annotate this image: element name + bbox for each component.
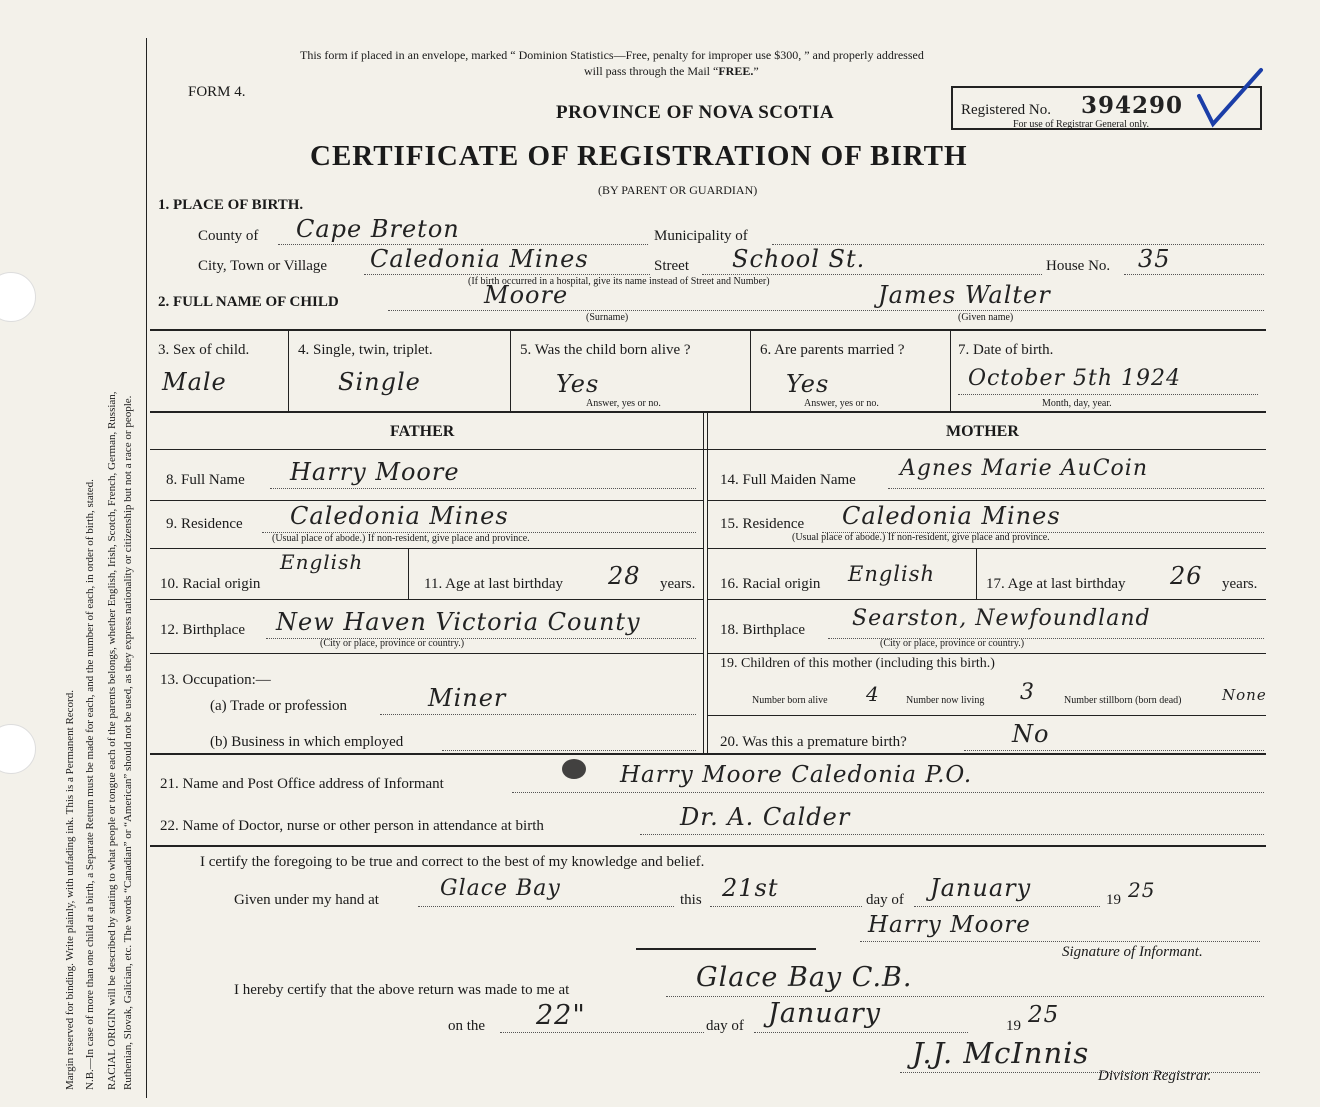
margin-note-2: N.B.—In case of more than one child at a birth, a Separate Return must be made for each, and the number of each, in order of birth, stated. [84, 479, 96, 1090]
born-alive-caption: Answer, yes or no. [586, 398, 661, 409]
given-under-label: Given under my hand at [234, 892, 379, 908]
house-label: House No. [1046, 258, 1111, 274]
house-line [1124, 274, 1264, 275]
on-the-label: on the [448, 1018, 486, 1034]
dob-label: 7. Date of birth. [958, 342, 1054, 358]
reg-note: For use of Registrar General only. [1013, 119, 1149, 130]
county-label: County of [198, 228, 259, 244]
mother-res-caption: (Usual place of abode.) If non-resident, give place and province. [792, 532, 1050, 543]
father-res-label: 9. Residence [166, 516, 243, 532]
father-name-label: 8. Full Name [166, 472, 245, 488]
day-of-label: day of [866, 892, 904, 908]
born-alive-value: Yes [556, 370, 600, 398]
father-racial-divider [408, 549, 409, 599]
informant-line [512, 792, 1264, 793]
father-name-line [270, 488, 696, 489]
registrar-place-line [666, 996, 1264, 997]
registrar-month: January [768, 998, 881, 1029]
form-number: FORM 4. [188, 84, 246, 100]
certificate-title: CERTIFICATE OF REGISTRATION OF BIRTH [310, 140, 968, 172]
father-rule-8 [150, 500, 703, 501]
plurality-label: 4. Single, twin, triplet. [298, 342, 433, 358]
child-given-name: James Walter [878, 281, 1051, 309]
street-value: School St. [732, 245, 866, 273]
given-month-line [914, 906, 1100, 907]
father-residence: Caledonia Mines [290, 502, 509, 530]
postal-notice-2 [584, 64, 759, 79]
informant-value: Harry Moore Caledonia P.O. [620, 762, 973, 788]
surname-caption: (Surname) [586, 312, 629, 323]
registrar-month-line [754, 1032, 968, 1033]
check-mark-icon [1195, 66, 1267, 134]
dob-caption: Month, day, year. [1042, 398, 1112, 409]
registrar-caption: Division Registrar. [1098, 1068, 1212, 1084]
short-divider [636, 948, 816, 950]
business-line [442, 750, 696, 751]
street-line [702, 274, 1042, 275]
informant-signature-caption: Signature of Informant. [1062, 944, 1203, 960]
mother-racial-divider [976, 549, 977, 599]
doctor-value: Dr. A. Calder [680, 803, 851, 831]
postal-free-label: FREE. [718, 64, 754, 78]
mother-racial: English [848, 562, 936, 586]
hospital-note: (If birth occurred in a hospital, give its name instead of Street and Number) [468, 276, 770, 287]
married-caption: Answer, yes or no. [804, 398, 879, 409]
doctor-label: 22. Name of Doctor, nurse or other person in attendance at birth [160, 818, 544, 834]
given-caption: (Given name) [958, 312, 1014, 323]
mother-name: Agnes Marie AuCoin [900, 456, 1148, 481]
trade-value: Miner [428, 684, 507, 712]
child-surname: Moore [484, 281, 569, 309]
born-alive-count: 4 [866, 682, 880, 706]
mother-residence: Caledonia Mines [842, 502, 1061, 530]
mother-age-label: 17. Age at last birthday [986, 576, 1126, 592]
given-place: Glace Bay [440, 876, 561, 901]
father-age: 28 [608, 562, 641, 590]
registrar-statement: I hereby certify that the above return was made to me at [234, 982, 570, 998]
registrar-day-of: day of [706, 1018, 744, 1034]
rule-above-certify [150, 845, 1266, 847]
margin-note-3: RACIAL ORIGIN will be described by stating to what people or tongue each of the parents belongs, whether English, Irish, Scotch, French, German, Russian, [106, 391, 118, 1090]
living-count-label: Number now living [906, 695, 985, 706]
premature-value: No [1012, 720, 1050, 748]
mother-heading: MOTHER [946, 423, 1019, 440]
reg-label: Registered No. [961, 102, 1051, 118]
mother-rule-19 [707, 715, 1266, 716]
father-years: years. [660, 576, 696, 592]
municipality-label: Municipality of [654, 228, 748, 244]
row3-divider-2 [510, 331, 511, 411]
father-birthplace-caption: (City or place, province or country.) [320, 638, 465, 649]
trade-label: (a) Trade or profession [210, 698, 348, 714]
registrar-day: 22" [536, 1000, 586, 1031]
street-label: Street [654, 258, 689, 274]
trade-line [380, 714, 696, 715]
premature-label: 20. Was this a premature birth? [720, 734, 907, 750]
father-name: Harry Moore [290, 458, 460, 486]
mother-birthplace: Searston, Newfoundland [852, 606, 1151, 631]
rule-above-parents [150, 411, 1266, 413]
center-rule-a [703, 413, 704, 753]
father-birthplace: New Haven Victoria County [276, 608, 641, 636]
living-count: 3 [1020, 680, 1035, 705]
father-rule-12 [150, 653, 703, 654]
plurality-value: Single [338, 368, 421, 396]
given-year-prefix: 19 [1106, 892, 1121, 908]
mother-racial-label: 16. Racial origin [720, 576, 821, 592]
binding-hole-bottom [0, 724, 36, 774]
father-age-label: 11. Age at last birthday [424, 576, 563, 592]
margin-note-4: Ruthenian, Slovak, Galician, etc. The words “Canadian” or “American” should not be used, as they express nationality or citizenship but not a race or people. [122, 395, 134, 1090]
rule-above-informant [150, 753, 1266, 755]
registrar-year: 25 [1028, 1002, 1060, 1028]
born-alive-label: 5. Was the child born alive ? [520, 342, 691, 358]
reg-number: 394290 [1081, 92, 1184, 119]
margin-rule [146, 38, 147, 1098]
house-value: 35 [1138, 245, 1171, 273]
business-label: (b) Business in which employed [210, 734, 404, 750]
certificate-subtitle: (BY PARENT OR GUARDIAN) [598, 183, 758, 197]
mother-years: years. [1222, 576, 1258, 592]
county-value: Cape Breton [296, 215, 460, 243]
ink-blot [562, 759, 586, 779]
this-label: this [680, 892, 702, 908]
born-alive-count-label: Number born alive [752, 695, 828, 706]
registrar-place: Glace Bay C.B. [696, 962, 913, 993]
given-day: 21st [722, 874, 779, 902]
rule-above-row3 [150, 329, 1266, 331]
father-rule-9 [150, 548, 703, 549]
rule-under-headings [150, 449, 1266, 450]
doctor-line [640, 834, 1264, 835]
father-res-caption: (Usual place of abode.) If non-resident, give place and province. [272, 533, 530, 544]
mother-rule-18 [707, 653, 1266, 654]
stillborn-count: None [1222, 686, 1267, 704]
father-racial-label: 10. Racial origin [160, 576, 261, 592]
father-heading: FATHER [390, 423, 455, 440]
registrar-day-line [500, 1032, 704, 1033]
binding-hole-top [0, 272, 36, 322]
father-racial: English [280, 550, 364, 574]
mother-name-line [888, 488, 1264, 489]
sex-label: 3. Sex of child. [158, 342, 250, 358]
postal-notice-end: ” [753, 64, 759, 78]
mother-birthplace-caption: (City or place, province or country.) [880, 638, 1025, 649]
row3-divider-3 [750, 331, 751, 411]
city-line [364, 274, 650, 275]
mother-res-label: 15. Residence [720, 516, 805, 532]
row3-divider-1 [288, 331, 289, 411]
stillborn-count-label: Number stillborn (born dead) [1064, 695, 1182, 706]
province-heading: PROVINCE OF NOVA SCOTIA [556, 102, 835, 123]
city-value: Caledonia Mines [370, 245, 589, 273]
given-place-line [418, 906, 674, 907]
premature-line [964, 750, 1264, 751]
place-heading: 1. PLACE OF BIRTH. [158, 197, 304, 213]
mother-name-label: 14. Full Maiden Name [720, 472, 856, 488]
informant-signature: Harry Moore [868, 912, 1031, 938]
postal-notice: This form if placed in an envelope, marked “ Dominion Statistics—Free, penalty for improper use $300, ” and properly addressed [300, 48, 924, 62]
sex-value: Male [162, 368, 227, 396]
child-name-line [388, 310, 1264, 311]
postal-notice-text: will pass through the Mail “ [584, 64, 719, 78]
registrar-year-prefix: 19 [1006, 1018, 1021, 1034]
dob-line [958, 394, 1258, 395]
informant-label: 21. Name and Post Office address of Informant [160, 776, 444, 792]
given-month: January [930, 874, 1032, 902]
margin-note-1: Margin reserved for binding. Write plainly, with unfading ink. This is a Permanent Record. [64, 690, 76, 1090]
given-year: 25 [1128, 878, 1156, 902]
married-value: Yes [786, 370, 830, 398]
mother-rule-14 [707, 500, 1266, 501]
certify-statement: I certify the foregoing to be true and correct to the best of my knowledge and belief. [200, 854, 705, 870]
city-label: City, Town or Village [198, 258, 328, 274]
informant-signature-line [860, 941, 1260, 942]
mother-rule-16 [707, 599, 1266, 600]
dob-value: October 5th 1924 [968, 366, 1182, 391]
occupation-label: 13. Occupation:— [160, 672, 271, 688]
center-rule-b [707, 413, 708, 753]
mother-birthplace-label: 18. Birthplace [720, 622, 805, 638]
father-birthplace-label: 12. Birthplace [160, 622, 245, 638]
children-label: 19. Children of this mother (including this birth.) [720, 656, 995, 671]
father-rule-10 [150, 599, 703, 600]
child-name-label: 2. FULL NAME OF CHILD [158, 294, 339, 310]
given-day-line [710, 906, 862, 907]
married-label: 6. Are parents married ? [760, 342, 905, 358]
registrar-signature: J.J. McInnis [912, 1036, 1090, 1070]
mother-age: 26 [1170, 562, 1203, 590]
mother-rule-15 [707, 548, 1266, 549]
row3-divider-4 [950, 331, 951, 411]
